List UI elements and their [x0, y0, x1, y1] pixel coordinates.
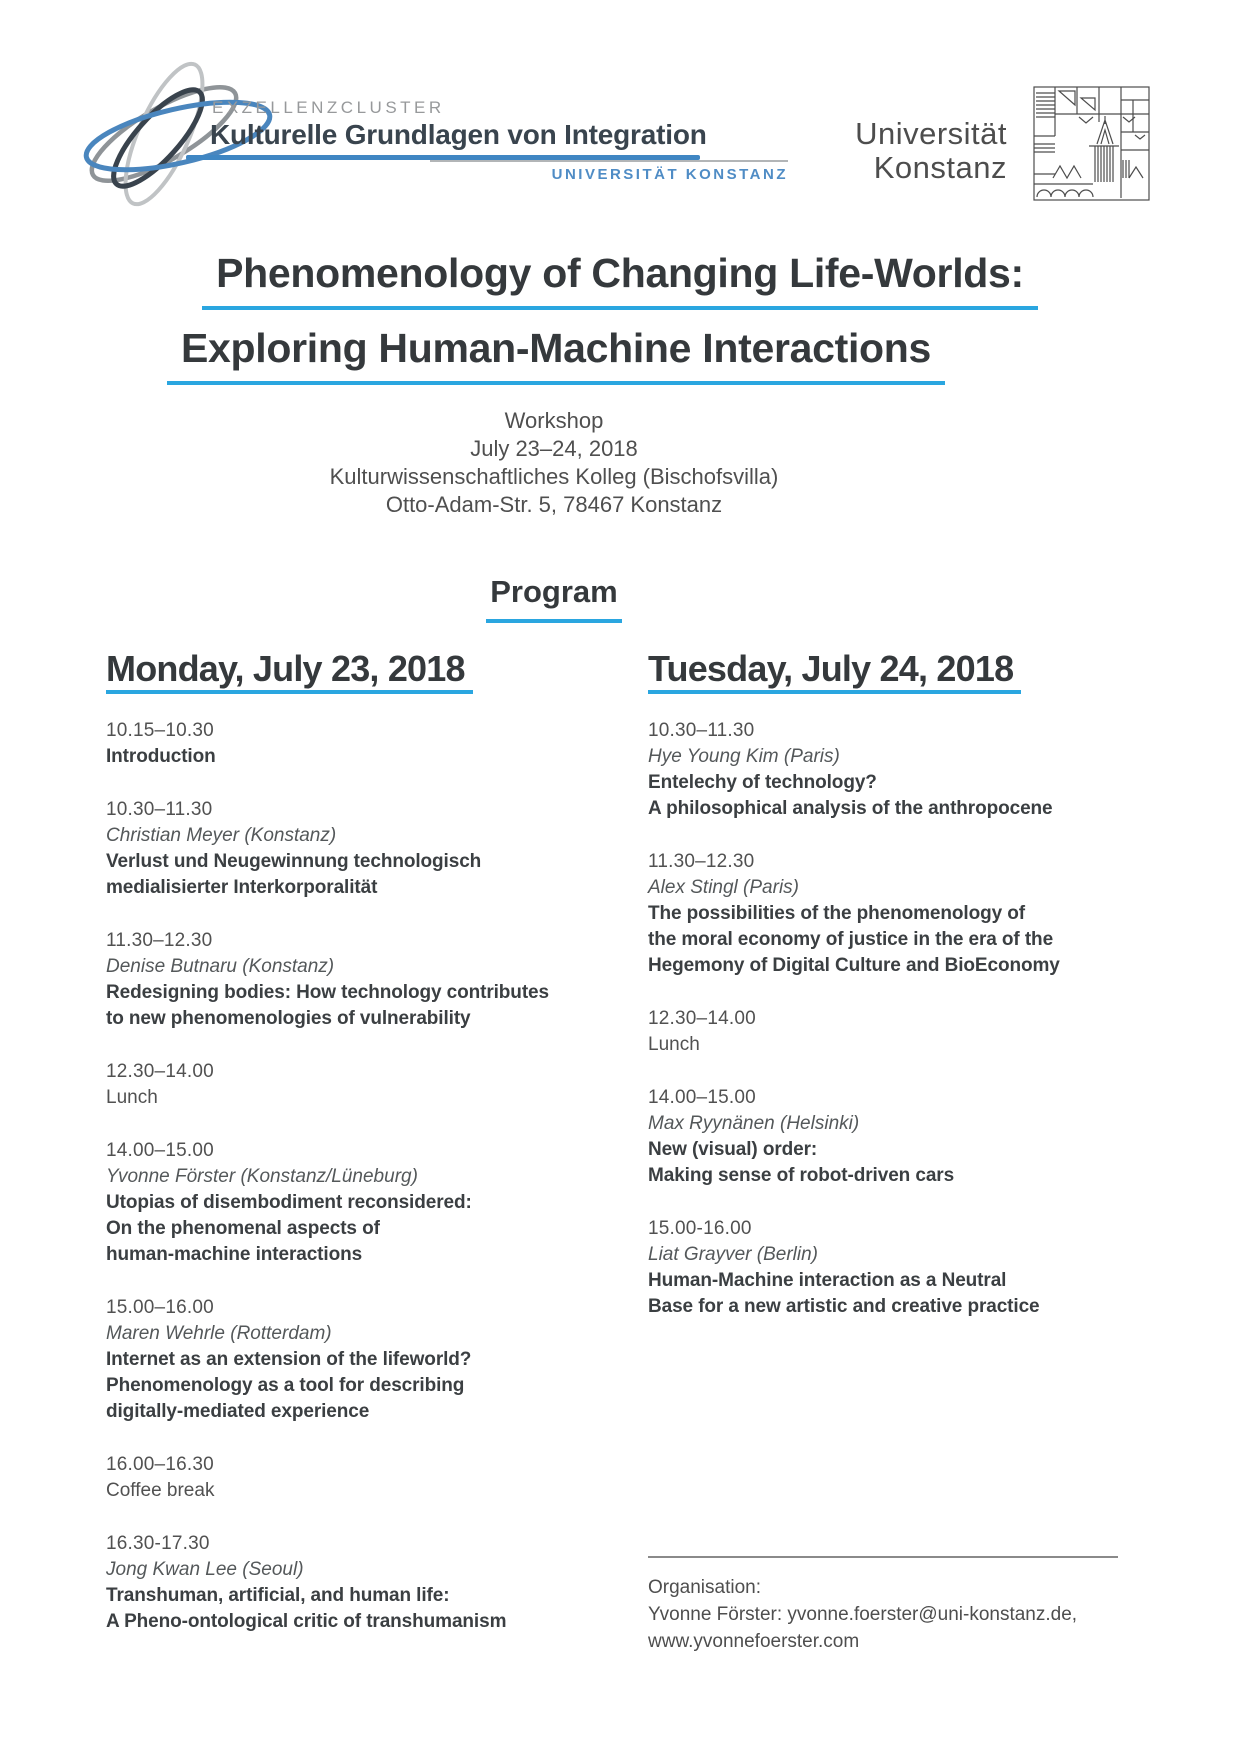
- cluster-logo-university-label: UNIVERSITÄT KONSTANZ: [551, 166, 788, 183]
- entry-time: 16.30-17.30: [106, 1533, 210, 1554]
- entry-speaker: Liat Grayver (Berlin): [648, 1244, 818, 1265]
- entry-plain-line: Lunch: [106, 1087, 158, 1108]
- entry-title-line: Phenomenology as a tool for describing: [106, 1375, 465, 1396]
- organisation-label: Organisation:: [648, 1577, 762, 1598]
- entry-title-line: Introduction: [106, 746, 216, 767]
- schedule-entry: [106, 928, 606, 1032]
- university-konstanz-logo: [1033, 86, 1150, 201]
- event-details: [0, 407, 1108, 519]
- monday-entries: [106, 718, 606, 1635]
- event-address: Otto-Adam-Str. 5, 78467 Konstanz: [385, 492, 723, 517]
- program-heading-row: [0, 574, 1108, 623]
- entry-title-line: to new phenomenologies of vulnerability: [106, 1008, 471, 1029]
- entry-speaker: Christian Meyer (Konstanz): [106, 825, 337, 846]
- entry-title-line: Human-Machine interaction as a Neutral: [648, 1270, 1007, 1291]
- entry-title-line: medialisierter Interkorporalität: [106, 877, 378, 898]
- cluster-logo-name: Kulturelle Grundlagen von Integration: [210, 119, 707, 150]
- entry-time: 15.00-16.00: [648, 1218, 752, 1239]
- event-venue: Kulturwissenschaftliches Kolleg (Bischofsvilla): [329, 464, 779, 489]
- entry-speaker: Max Ryynänen (Helsinki): [648, 1113, 860, 1134]
- schedule-entry: [106, 1138, 606, 1268]
- main-title-line2-text: Exploring Human-Machine Interactions: [167, 325, 945, 385]
- day-column-monday: [106, 650, 606, 1662]
- entry-speaker: Denise Butnaru (Konstanz): [106, 956, 335, 977]
- organisation-website: www.yvonnefoerster.com: [648, 1631, 860, 1652]
- schedule-entry: [106, 718, 606, 770]
- entry-speaker: Hye Young Kim (Paris): [648, 746, 840, 767]
- entry-title-line: Internet as an extension of the lifeworld?: [106, 1349, 472, 1370]
- entry-plain-line: Coffee break: [106, 1480, 215, 1501]
- university-name: [745, 117, 1007, 185]
- schedule-entry: [106, 1059, 606, 1111]
- entry-title-line: A Pheno-ontological critic of transhumanism: [106, 1611, 507, 1632]
- schedule-entry: [648, 1006, 1148, 1058]
- entry-speaker: Yvonne Förster (Konstanz/Lüneburg): [106, 1166, 418, 1187]
- entry-speaker: Jong Kwan Lee (Seoul): [106, 1559, 304, 1580]
- entry-speaker: Alex Stingl (Paris): [648, 877, 799, 898]
- entry-time: 10.30–11.30: [648, 720, 755, 741]
- schedule-entry: [648, 1216, 1148, 1320]
- day-heading-monday: Monday, July 23, 2018: [106, 650, 473, 694]
- entry-title-line: Transhuman, artificial, and human life:: [106, 1585, 450, 1606]
- entry-time: 11.30–12.30: [106, 930, 213, 951]
- entry-time: 10.30–11.30: [106, 799, 213, 820]
- entry-time: 15.00–16.00: [106, 1297, 214, 1318]
- entry-time: 14.00–15.00: [648, 1087, 756, 1108]
- tuesday-entries: [648, 718, 1148, 1320]
- entry-title-line: Verlust und Neugewinnung technologisch: [106, 851, 482, 872]
- schedule-entry: [106, 1452, 606, 1504]
- entry-title-line: Entelechy of technology?: [648, 772, 877, 793]
- entry-speaker: Maren Wehrle (Rotterdam): [106, 1323, 332, 1344]
- schedule-entry: [106, 1295, 606, 1425]
- program-heading: Program: [486, 574, 621, 623]
- university-name-line1: Universität: [855, 116, 1007, 151]
- entry-time: 11.30–12.30: [648, 851, 755, 872]
- entry-title-line: The possibilities of the phenomenology of: [648, 903, 1025, 924]
- entry-title-line: New (visual) order:: [648, 1139, 818, 1160]
- entry-time: 10.15–10.30: [106, 720, 214, 741]
- main-title-line2: [0, 325, 1112, 385]
- entry-time: 12.30–14.00: [106, 1061, 214, 1082]
- event-type: Workshop: [504, 408, 604, 433]
- entry-title-line: the moral economy of justice in the era of the: [648, 929, 1054, 950]
- schedule-entry: [106, 797, 606, 901]
- entry-title-line: Hegemony of Digital Culture and BioEconomy: [648, 955, 1060, 976]
- entry-title-line: Redesigning bodies: How technology contributes: [106, 982, 549, 1003]
- organisation-contact: Yvonne Förster: yvonne.foerster@uni-konstanz.de,: [648, 1604, 1078, 1625]
- schedule-entry: [648, 1085, 1148, 1189]
- entry-time: 16.00–16.30: [106, 1454, 214, 1475]
- schedule-entry: [648, 849, 1148, 979]
- entry-title-line: Making sense of robot-driven cars: [648, 1165, 955, 1186]
- schedule-entry: [106, 1531, 606, 1635]
- event-dates: July 23–24, 2018: [470, 436, 638, 461]
- day-heading-tuesday: Tuesday, July 24, 2018: [648, 650, 1021, 694]
- entry-time: 12.30–14.00: [648, 1008, 756, 1029]
- cluster-logo-exzellenzcluster-label: EXZELLENZCLUSTER: [212, 98, 445, 117]
- university-name-line2: Konstanz: [873, 150, 1007, 185]
- main-title-line1: [0, 250, 1240, 310]
- entry-time: 14.00–15.00: [106, 1140, 214, 1161]
- entry-title-line: digitally-mediated experience: [106, 1401, 370, 1422]
- entry-title-line: human-machine interactions: [106, 1244, 363, 1265]
- schedule-entry: [648, 718, 1148, 822]
- day-column-tuesday: [648, 650, 1148, 1347]
- cluster-logo-blue-rule: [186, 155, 700, 160]
- entry-title-line: On the phenomenal aspects of: [106, 1218, 380, 1239]
- cluster-logo-gray-rule: [430, 160, 788, 162]
- main-title-line1-text: Phenomenology of Changing Life-Worlds:: [202, 250, 1038, 310]
- organisation-block: [648, 1556, 1118, 1655]
- entry-plain-line: Lunch: [648, 1034, 700, 1055]
- entry-title-line: Base for a new artistic and creative practice: [648, 1296, 1040, 1317]
- entry-title-line: Utopias of disembodiment reconsidered:: [106, 1192, 472, 1213]
- entry-title-line: A philosophical analysis of the anthropocene: [648, 798, 1053, 819]
